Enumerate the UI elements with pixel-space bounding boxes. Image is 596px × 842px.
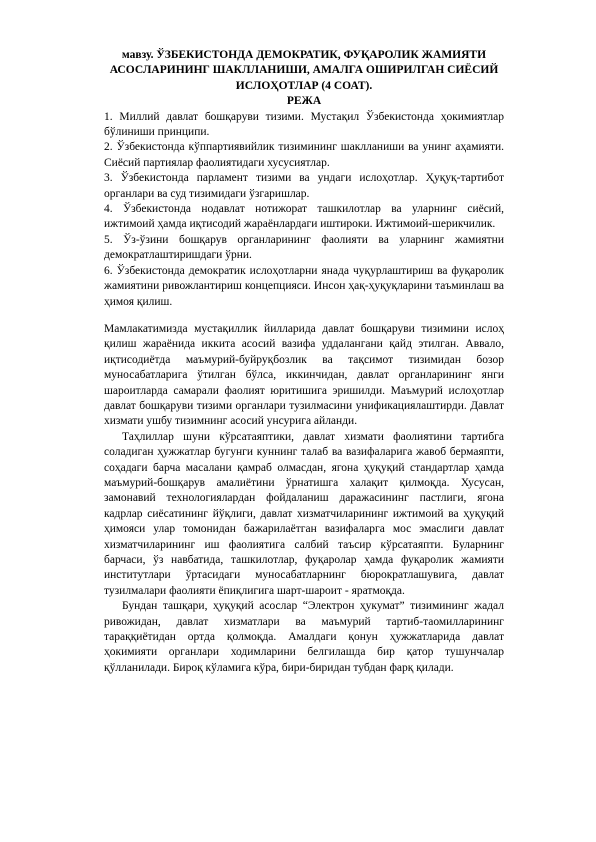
plan-item: 5. Ўз-ўзини бошқарув органларининг фаолияти ва уларнинг жамиятни демократлаштиришдаги ўрни. [104, 233, 504, 262]
section-gap [104, 310, 504, 322]
body-paragraph: Таҳлиллар шуни кўрсатаяптики, давлат хизмати фаолиятини тартибга соладиган ҳужжатлар бугунги куннинг талаб ва вазифаларига жавоб бермаяпти, соҳадаги барча масалани қамраб олмасдан, ягона ҳуқуқий стандартлар ҳамда маъмурий-бошқарув амалиётини ўрнатишга халақит қилмоқда. Хусусан, замонавий технологиялардан фойдаланиш даражасининг пастлиги, ягона кадрлар сиёсатининг йўқлиги, давлат хизматчиларининг ижтимоий ва ҳуқуқий ҳимояси улар томонидан бажарилаётган вазифаларга мос эмаслиги давлат хизматчиларининг иш фаолиятига салбий таъсир кўрсатаяпти. Буларнинг барчаси, ўз навбатида, ташкилотлар, фуқаролар ҳамда фуқаролик жамияти институтлари ўртасидаги муносабатларнинг бюрократлашувига, давлат тузилмалари фаолияти ёпиқлигига шарт-шароит - яратмоқда. [104, 430, 504, 597]
plan-list [104, 110, 504, 310]
body-paragraph: Мамлакатимизда мустақиллик йилларида давлат бошқаруви тизимини ислоҳ қилиш жараёнида иккита асосий вазифа уддалангани қайд этилган. Аввало, иқтисодиётда маъмурий-буйруқбозлик ва тақсимот тизимидан бозор муносабатларига ўтилган бўлса, иккинчидан, давлат органларининг янги шароитларда самарали фаолият юритишига эришилди. Маъмурий ислоҳотлар давлат бошқаруви тизими органлари тузилмасини унификациялаштирди. Давлат хизмати ушбу тизимнинг асосий унсурига айланди. [104, 322, 504, 428]
document-title: мавзу. ЎЗБЕКИСТОНДА ДЕМОКРАТИК, ФУҚАРОЛИК ЖАМИЯТИ АСОСЛАРИНИНГ ШАКЛЛАНИШИ, АМАЛГА ОШИРИЛГАН СИЁСИЙ ИСЛОҲОТЛАР (4 СОАТ). [109, 49, 499, 92]
plan-heading: РЕЖА [286, 95, 322, 108]
plan-item: 2. Ўзбекистонда кўппартиявийлик тизимининг шаклланиши ва унинг аҳамияти. Сиёсий партиялар фаолиятидаги хусусиятлар. [104, 141, 504, 169]
plan-item: 1. Миллий давлат бошқаруви тизими. Мустақил Ўзбекистонда ҳокимиятлар бўлиниши принципи. [104, 110, 504, 139]
plan-item: 6. Ўзбекистонда демократик ислоҳотларни янада чуқурлаштириш ва фуқаролик жамиятини ривожлантириш концепцияси. Инсон ҳақ-ҳуқуқларини таъминлаш ва ҳимоя қилиш. [104, 264, 504, 308]
document-page [104, 48, 504, 676]
plan-item: 4. Ўзбекистонда нодавлат нотижорат ташкилотлар ва уларнинг сиёсий, ижтимоий ҳамда иқтисодий жараёнлардаги иштироки. Ижтимоий-шерикчилик. [104, 203, 504, 231]
body-paragraph: Бундан ташқари, ҳуқуқий асослар “Электрон ҳукумат” тизимининг жадал ривожидан, давлат хизматлари ва маъмурий тартиб-таомилларининг тараққиётидан ортда қолмоқда. Амалдаги қонун ҳужжатларида давлат ҳокимияти органлари ходимларини белгилашда бир қатор тушунчалар қўлланилади. Бироқ кўламига кўра, бири-биридан тубдан фарқ қилади. [104, 600, 504, 674]
plan-item: 3. Ўзбекистонда парламент тизими ва ундаги ислоҳотлар. Ҳуқуқ-тартибот органлари ва суд тизимидаги ўзгаришлар. [104, 172, 504, 200]
